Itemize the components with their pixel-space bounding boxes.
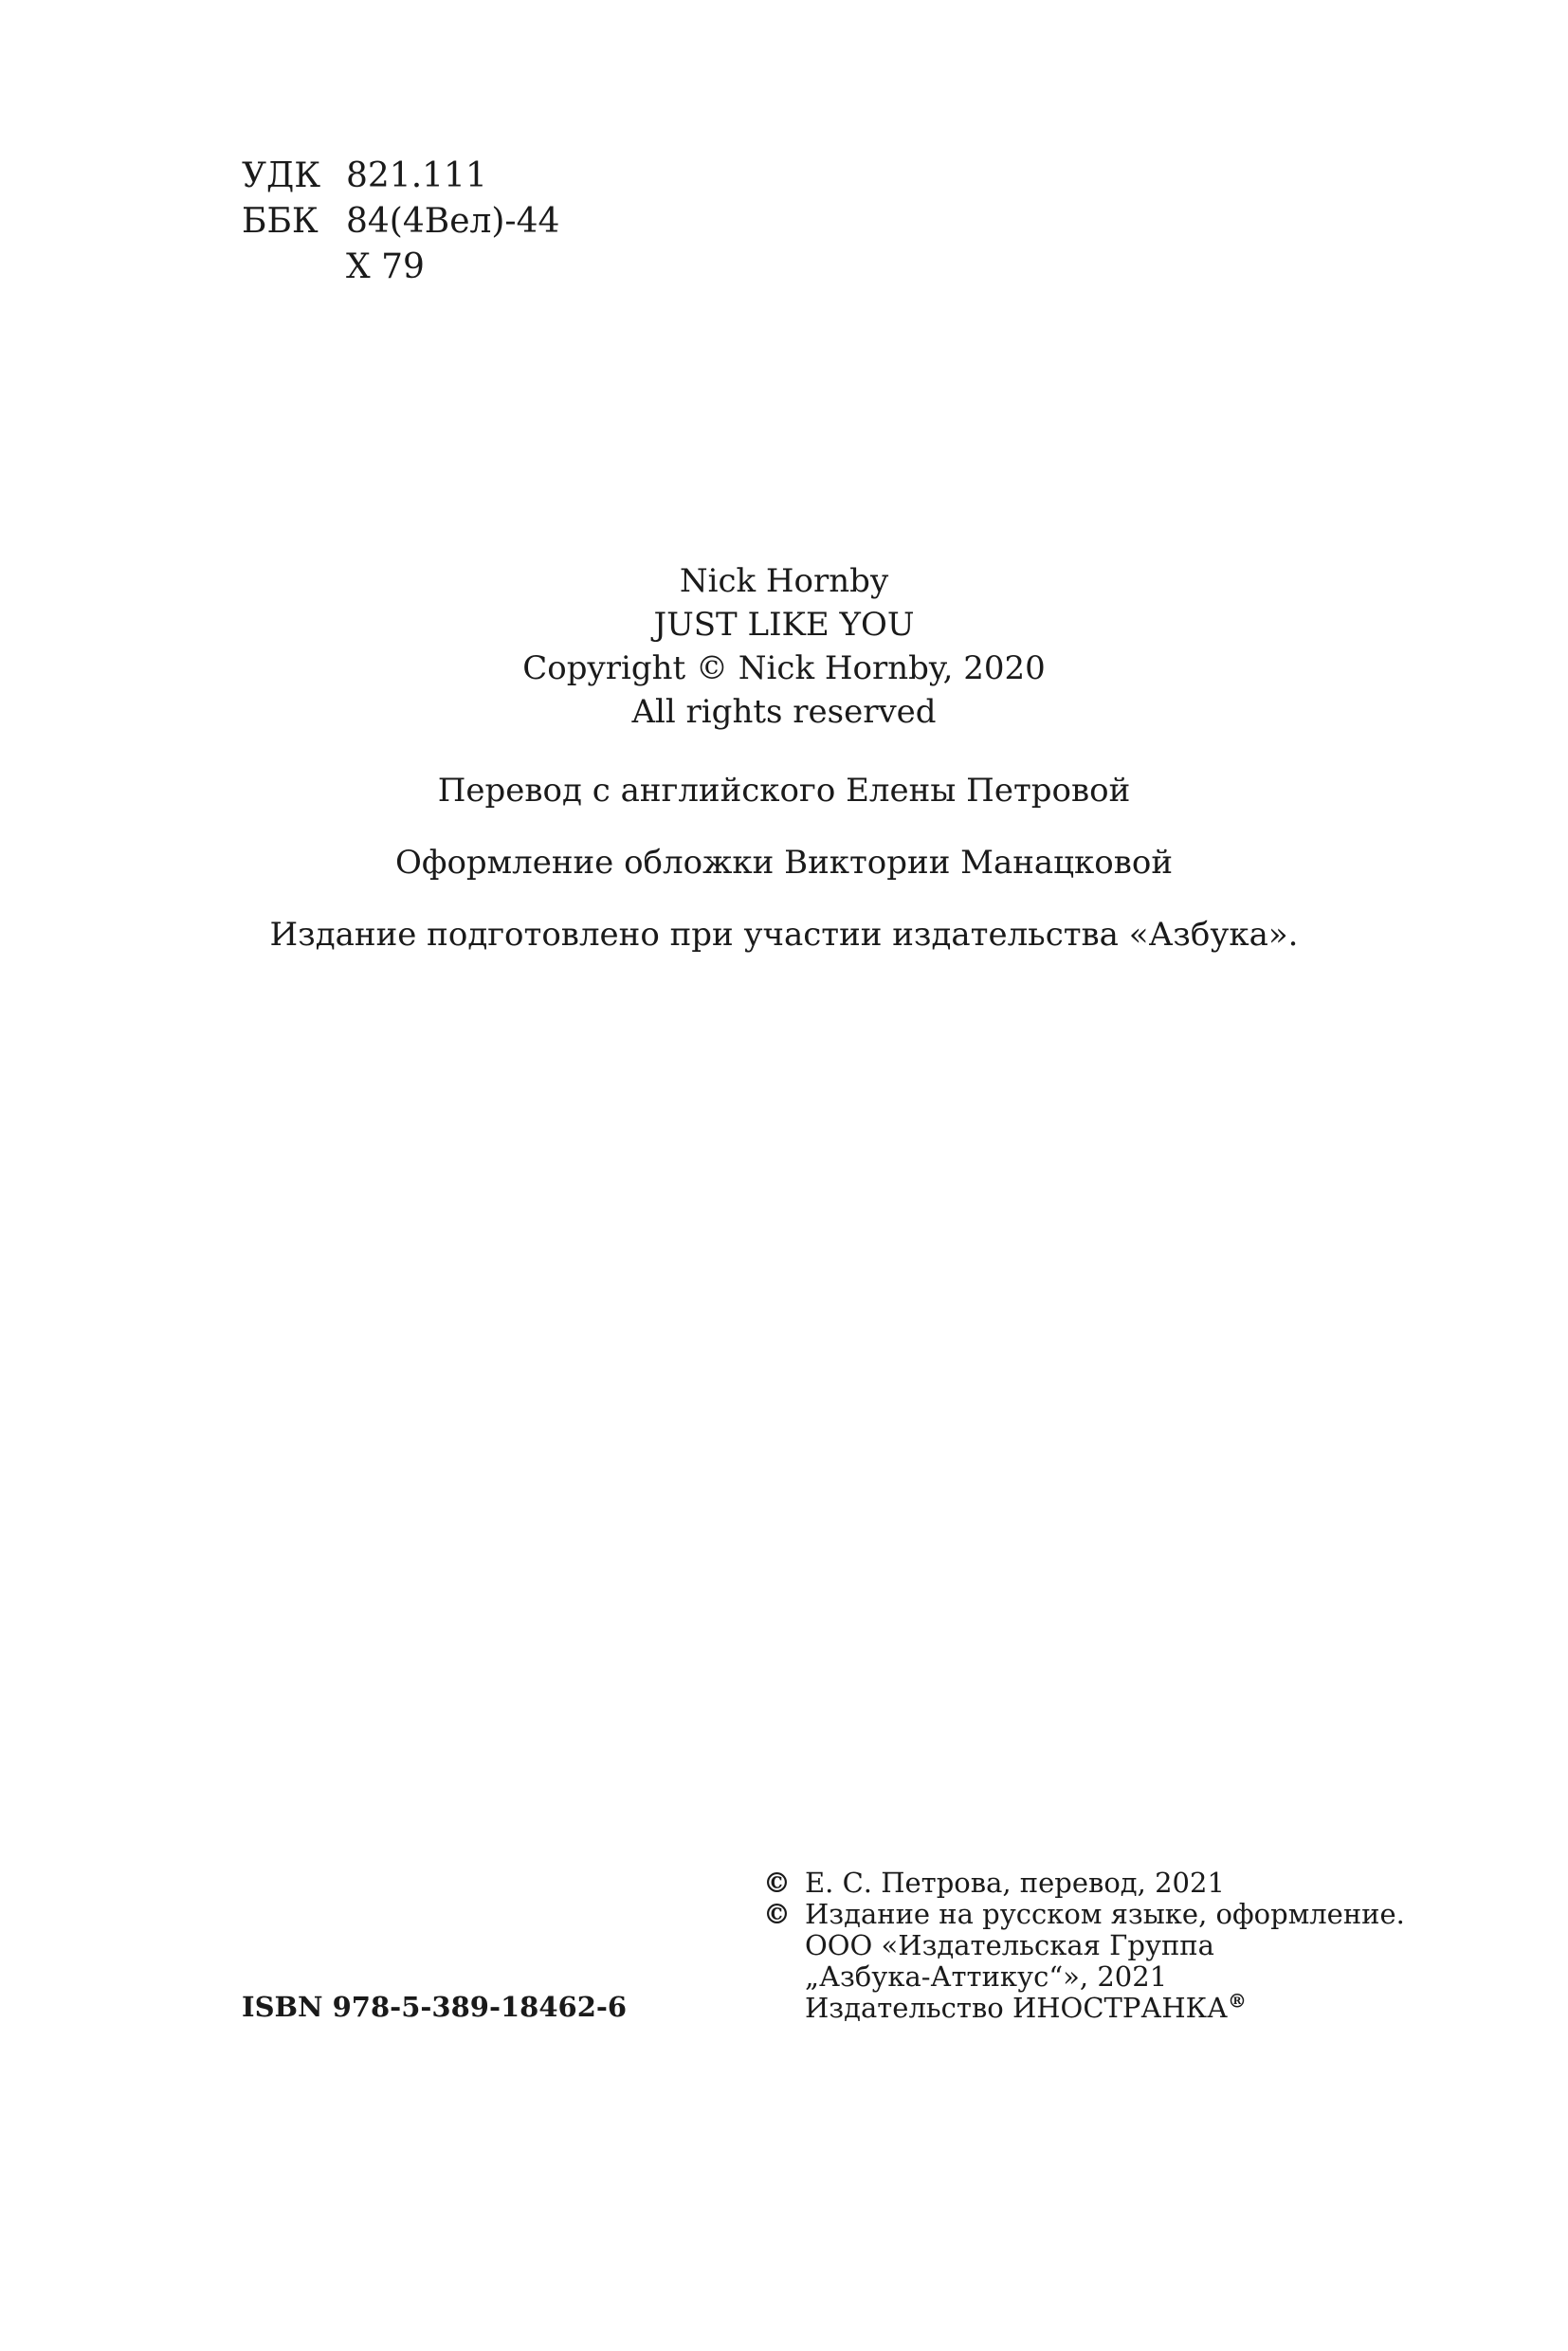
publisher-participation: Издание подготовлено при участии издательства «Азбука». [269, 916, 1299, 954]
translation-notice [763, 1868, 1405, 1899]
original-edition-block [0, 559, 1568, 734]
udk-label: УДК [242, 156, 321, 195]
translation-notice-text: Е. С. Петрова, перевод, 2021 [805, 1867, 1225, 1899]
copyright-sign: © [763, 1867, 791, 1899]
udk-row [242, 154, 559, 199]
rights-reserved: All rights reserved [631, 693, 937, 731]
bbk-row [242, 199, 559, 245]
bbk-label: ББК [242, 202, 319, 241]
credits-block [0, 559, 1568, 956]
bbk-value: 84(4Вел)-44 [346, 202, 560, 241]
author-code: Х 79 [346, 247, 425, 286]
translation-credit: Перевод с английского Елены Петровой [437, 772, 1131, 810]
isbn-number: ISBN 978-5-389-18462-6 [242, 1991, 628, 2023]
edition-notice-line-4 [805, 1989, 1405, 2024]
copyright-sign: © [763, 1898, 791, 1930]
publisher-imprint: Издательство ИНОСТРАНКА [805, 1992, 1229, 2024]
original-author: Nick Hornby [679, 562, 889, 600]
classification-block [242, 154, 559, 290]
edition-notice-line-2: ООО «Издательская Группа [805, 1929, 1214, 1961]
udk-value: 821.111 [346, 156, 487, 195]
original-title: JUST LIKE YOU [653, 606, 915, 644]
original-copyright: Copyright © Nick Hornby, 2020 [522, 649, 1046, 687]
copyright-notices [763, 1868, 1405, 2024]
cover-design-credit: Оформление обложки Виктории Манацковой [394, 844, 1174, 882]
edition-notice [763, 1899, 1405, 2024]
registered-mark: ® [1228, 1989, 1248, 2013]
edition-notice-line-3: „Азбука-Аттикус“», 2021 [805, 1960, 1168, 1993]
edition-notice-line-1: Издание на русском языке, оформление. [805, 1898, 1405, 1930]
